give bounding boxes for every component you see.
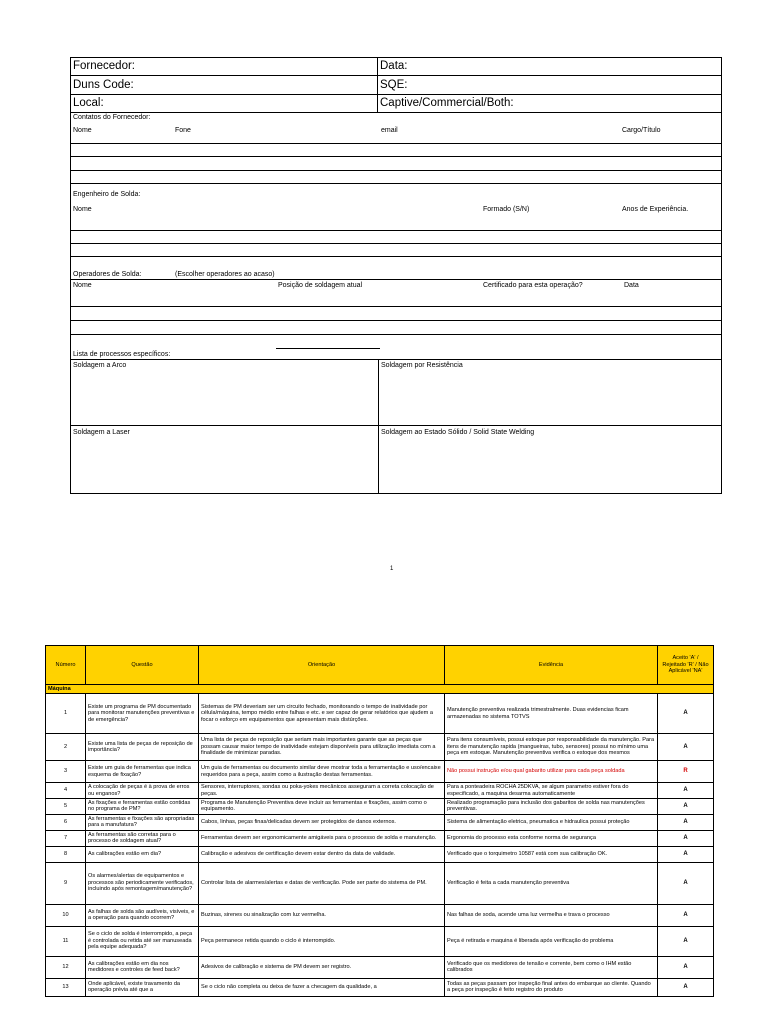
fornecedor-label: Fornecedor: bbox=[73, 60, 136, 72]
row-question: As calibrações estão em dia? bbox=[86, 846, 199, 862]
row-answer: A bbox=[658, 978, 714, 996]
header-numero: Número bbox=[46, 646, 86, 685]
row-question: Os alarmes/alertas de equipamentos e processos são periodicamente verificados, incluindo após remontagem/manutenção? bbox=[86, 862, 199, 904]
row-number: 5 bbox=[46, 799, 86, 815]
row-answer: A bbox=[658, 783, 714, 799]
duns-label: Duns Code: bbox=[73, 79, 134, 91]
row-evidence: Não possui instrução e/ou qual gabarito utilizar para cada peça soldada bbox=[445, 761, 658, 783]
row-orientation: Programa de Manutenção Preventiva deve incluir as ferramentas e fixações, assim como o equipamento. bbox=[199, 799, 445, 815]
section-maquina: Máquina bbox=[46, 685, 714, 694]
table-row bbox=[46, 978, 714, 996]
row-answer: A bbox=[658, 926, 714, 956]
row-question: As calibrações estão em dia nos medidores e controles de feed back? bbox=[86, 956, 199, 978]
row-evidence: Ergonomia do processo esta conforme norma de segurança bbox=[445, 830, 658, 846]
table-row bbox=[46, 734, 714, 761]
row-orientation: Se o ciclo não completa ou deixa de fazer a checagem da qualidade, a bbox=[199, 978, 445, 996]
header-aceito: Aceito 'A' / Rejeitado 'R' / Não Aplicável 'NA' bbox=[658, 646, 714, 685]
row-answer: R bbox=[658, 761, 714, 783]
contato-nome-header: Nome bbox=[73, 127, 92, 134]
row-number: 2 bbox=[46, 734, 86, 761]
header-evidencia: Evidência bbox=[445, 646, 658, 685]
row-answer: A bbox=[658, 814, 714, 830]
row-number: 12 bbox=[46, 956, 86, 978]
row-number: 11 bbox=[46, 926, 86, 956]
row-question: As falhas de solda são audíveis, visíveis, e a operação para quando ocorrem? bbox=[86, 904, 199, 926]
row-number: 7 bbox=[46, 830, 86, 846]
row-evidence: Nas falhas de soda, acende uma luz vermelha e trava o processo bbox=[445, 904, 658, 926]
row-evidence: Para a ponteadeira ROCHA 25DKVA, se algum parametro estiver fora do especificado, a maquina desarma automaticamente bbox=[445, 783, 658, 799]
table-row bbox=[46, 761, 714, 783]
supplier-form bbox=[70, 57, 722, 494]
row-answer: A bbox=[658, 904, 714, 926]
contato-fone-header: Fone bbox=[175, 127, 191, 134]
soldagem-resistencia-label: Soldagem por Resistência bbox=[381, 362, 463, 369]
row-number: 9 bbox=[46, 862, 86, 904]
row-evidence: Peça é retirada e maquina é liberada após verificação do problema bbox=[445, 926, 658, 956]
row-answer: A bbox=[658, 862, 714, 904]
row-question: A colocação de peças é à prova de erros ou enganos? bbox=[86, 783, 199, 799]
table-row bbox=[46, 926, 714, 956]
engenheiro-nome-header: Nome bbox=[73, 206, 92, 213]
table-row bbox=[46, 904, 714, 926]
header-questao: Questão bbox=[86, 646, 199, 685]
engenheiro-formado-header: Formado (S/N) bbox=[483, 206, 530, 213]
operadores-label: Operadores de Solda: bbox=[73, 271, 142, 278]
row-evidence: Verificado que os medidores de tensão e corrente, bem como o IHM estão calibrados bbox=[445, 956, 658, 978]
lista-processos-label: Lista de processos específicos: bbox=[73, 351, 171, 358]
table-row bbox=[46, 783, 714, 799]
row-answer: A bbox=[658, 799, 714, 815]
table-row bbox=[46, 830, 714, 846]
contatos-label: Contatos do Fornecedor: bbox=[73, 114, 151, 121]
row-answer: A bbox=[658, 830, 714, 846]
row-orientation: Peça permanece retida quando o ciclo é interrompido. bbox=[199, 926, 445, 956]
soldagem-solido-label: Soldagem ao Estado Sólido / Solid State Welding bbox=[381, 429, 535, 436]
table-row bbox=[46, 799, 714, 815]
row-orientation: Controlar lista de alarmes/alertas e datas de verificação. Pode ser parte do sistema de PM. bbox=[199, 862, 445, 904]
engenheiro-anos-header: Anos de Experiência. bbox=[622, 206, 689, 213]
audit-table bbox=[45, 645, 714, 997]
row-answer: A bbox=[658, 734, 714, 761]
row-answer: A bbox=[658, 694, 714, 734]
row-answer: A bbox=[658, 846, 714, 862]
row-number: 3 bbox=[46, 761, 86, 783]
table-row bbox=[46, 814, 714, 830]
row-orientation: Um guia de ferramentas ou documento similar deve mostrar toda a ferramentação e uso/encaixe requeridos para a peça, assim como a ilustração destas ferramentas. bbox=[199, 761, 445, 783]
contato-cargo-header: Cargo/Título bbox=[622, 127, 661, 134]
row-evidence: Manutenção preventiva realizada trimestralmente. Duas evidencias ficam armazenadas no sistema TOTVS bbox=[445, 694, 658, 734]
page-number: 1 bbox=[390, 566, 394, 572]
row-orientation: Uma lista de peças de reposição que seriam mais importantes garante que as peças que possam causar maior tempo de inatividade estejam disponíveis para utilização imediata com a finalidade de minimizar paradas. bbox=[199, 734, 445, 761]
table-row bbox=[46, 694, 714, 734]
row-number: 13 bbox=[46, 978, 86, 996]
row-question: As ferramentas e fixações são apropriadas para a manufatura? bbox=[86, 814, 199, 830]
contato-email-header: email bbox=[381, 127, 398, 134]
row-evidence: Verificação é feita a cada manutenção preventiva bbox=[445, 862, 658, 904]
operador-certificado-header: Certificado para esta operação? bbox=[483, 282, 583, 289]
table-row bbox=[46, 956, 714, 978]
row-question: Se o ciclo de solda é interrompido, a peça é controlada ou retida até ser manuseada pela equipe adequada? bbox=[86, 926, 199, 956]
row-number: 10 bbox=[46, 904, 86, 926]
row-question: Existe uma lista de peças de reposição de importância? bbox=[86, 734, 199, 761]
row-answer: A bbox=[658, 956, 714, 978]
row-evidence: Verificado que o torquimetro 10587 está com sua calibração OK. bbox=[445, 846, 658, 862]
row-orientation: Sensores, interruptores, sondas ou poka-yokes mecânicos asseguram a correta colocação de peças. bbox=[199, 783, 445, 799]
operador-data-header: Data bbox=[624, 282, 639, 289]
local-label: Local: bbox=[73, 97, 104, 109]
sqe-label: SQE: bbox=[380, 79, 408, 91]
soldagem-laser-label: Soldagem a Laser bbox=[73, 429, 130, 436]
operador-posicao-header: Posição de soldagem atual bbox=[278, 282, 363, 289]
table-row bbox=[46, 862, 714, 904]
row-evidence: Sistema de alimentação eletrica, pneumatica e hidraulica possui proteção bbox=[445, 814, 658, 830]
soldagem-arco-label: Soldagem a Arco bbox=[73, 362, 127, 369]
table-row bbox=[46, 846, 714, 862]
row-number: 6 bbox=[46, 814, 86, 830]
operadores-escolher-note: (Escolher operadores ao acaso) bbox=[175, 271, 275, 278]
row-number: 4 bbox=[46, 783, 86, 799]
row-number: 1 bbox=[46, 694, 86, 734]
row-evidence: Para itens consumíveis, possui estoque por responsabilidade da manutenção. Para itens de manutenção rapida (mangueiras, tubo, sensores) possui no mínimo uma peça em estoque. Manutenção preventiva verifica o estoque dos mesmos bbox=[445, 734, 658, 761]
engenheiro-label: Engenheiro de Solda: bbox=[73, 191, 141, 198]
row-orientation: Buzinas, sirenes ou sinalização com luz vermelha. bbox=[199, 904, 445, 926]
row-question: Onde aplicável, existe travamento da operação prévia até que a bbox=[86, 978, 199, 996]
row-question: As fixações e ferramentas estão contidas no programa de PM? bbox=[86, 799, 199, 815]
row-orientation: Cabos, linhas, peças finas/delicadas devem ser protegidos de danos externos. bbox=[199, 814, 445, 830]
row-orientation: Sistemas de PM deveriam ser um circuito fechado, monitorando o tempo de inatividade por célula/máquina, tempo médio entre falhas e etc. e ser capaz de gerar relatórios que ajudem a focar o esforço em equipamentos que apresentam mais distúrções. bbox=[199, 694, 445, 734]
operador-nome-header: Nome bbox=[73, 282, 92, 289]
row-orientation: Calibração e adesivos de certificação devem estar dentro da data de validade. bbox=[199, 846, 445, 862]
row-evidence: Realizado programação para inclusão dos gabaritos de solda nas manutenções preventivas. bbox=[445, 799, 658, 815]
row-evidence: Todas as peças passam por inspeção final antes do embarque ao cliente. Quando a peça por inspeção é feito registro do produto bbox=[445, 978, 658, 996]
row-number: 8 bbox=[46, 846, 86, 862]
row-orientation: Adesivos de calibração e sistema de PM devem ser registro. bbox=[199, 956, 445, 978]
row-question: Existe um programa de PM documentado para monitorar manutenções preventivas e de emergência? bbox=[86, 694, 199, 734]
row-orientation: Ferramentas devem ser ergonomicamente amigáveis para o processo de solda e manutenção. bbox=[199, 830, 445, 846]
row-question: As ferramentas são corretas para o processo de soldagem atual? bbox=[86, 830, 199, 846]
data-label: Data: bbox=[380, 60, 408, 72]
row-question: Existe um guia de ferramentas que indica esquema de fixação? bbox=[86, 761, 199, 783]
header-orientacao: Orientação bbox=[199, 646, 445, 685]
captive-label: Captive/Commercial/Both: bbox=[380, 97, 514, 109]
